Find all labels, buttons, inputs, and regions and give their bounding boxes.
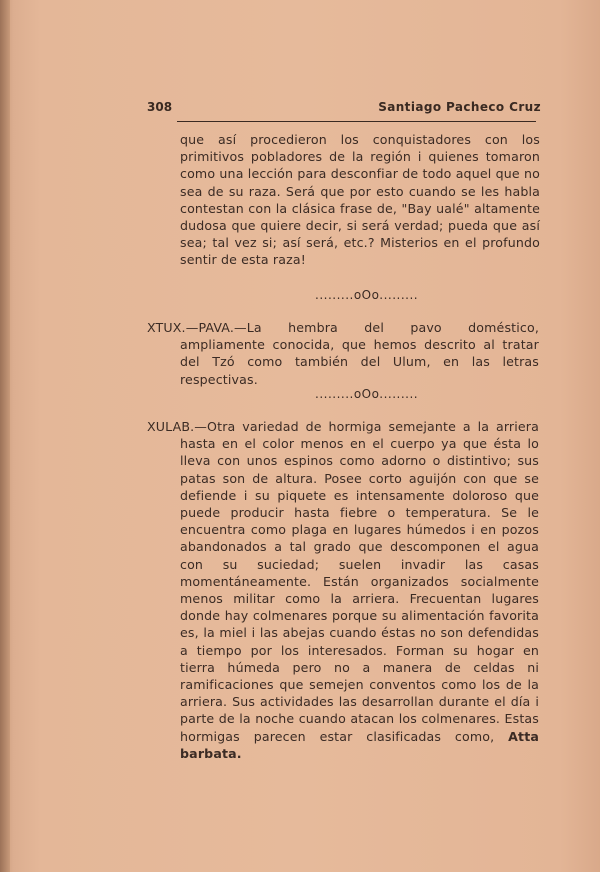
header-rule <box>177 121 536 122</box>
entry-xulab <box>147 418 539 762</box>
entry-xtux <box>147 319 539 388</box>
latin-name: Atta barbata. <box>180 728 540 761</box>
separator-ornament: .........oOo......... <box>315 288 419 302</box>
paragraph-continuation: que así procedieron los conquistadores con los primitivos pobladores de la región i quienes tomaron como una lección para desconfiar de todo aquel que no sea de su raza. Será que por esto cuando se les habla contestan con la clásica frase de, "Bay ualé" altamente dudosa que quiere decir, si será verdad; pueda que así sea; tal vez si; así será, etc.? Misterios en el profundo sentir de esta raza! <box>180 132 540 268</box>
separator-ornament: .........oOo......... <box>315 387 419 401</box>
page-spine-shadow <box>0 0 10 872</box>
page-number: 308 <box>147 100 173 114</box>
entry-text: XULAB.—Otra variedad de hormiga semejante a la arriera hasta en el color menos en el cuerpo ya que ésta lo lleva con unos espinos como adorno o distintivo; sus patas son de altura. Posee corto aguijón con que se defiende i su piquete es intensamente doloroso que puede producir hasta fiebre o temperatura. Se le encuentra como plaga en lugares húmedos i en pozos abandonados a tal grado que descomponen el agua con su suciedad; suelen invadir las casas momentáneamente. Están organizados socialmente menos militar como la arriera. Frecuentan lugares donde hay colmenares porque su alimentación favorita es, la miel i las abejas cuando éstas no son defendidas a tiempo por los interesados. Forman su hogar en tierra húmeda pero no a manera de celdas ni ramificaciones que semejen conventos como los de la arriera. Sus actividades las desarrollan durante el día i parte de la noche cuando atacan los colmenares. Estas hormigas parecen estar clasificadas como, <box>147 419 539 744</box>
entry-text: XTUX.—PAVA.—La hembra del pavo doméstico, ampliamente conocida, que hemos descrito al tratar del Tzó como también del Ulum, en las letras respectivas. <box>147 320 539 387</box>
running-head: Santiago Pacheco Cruz <box>378 100 541 114</box>
page-header <box>147 100 541 118</box>
